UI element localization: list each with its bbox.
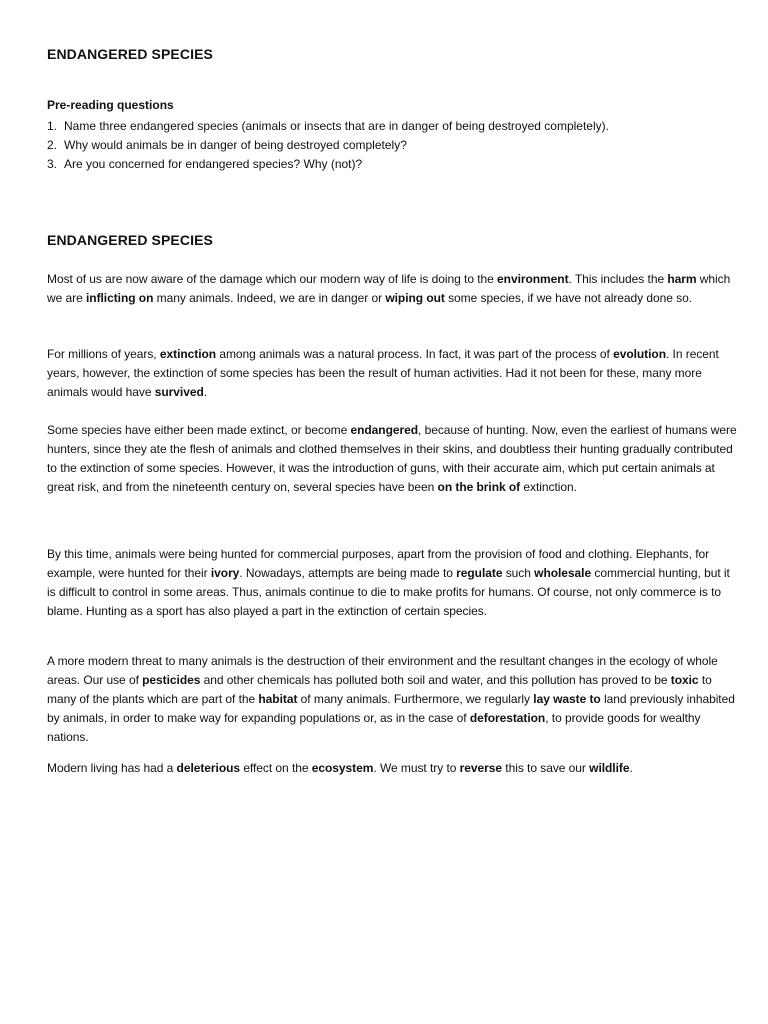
paragraph-text: and other chemicals has polluted both soil and water, and this pollution has proved to be <box>200 673 671 687</box>
question-text: Why would animals be in danger of being destroyed completely? <box>64 138 407 152</box>
question-list <box>47 117 727 174</box>
paragraph-text: . <box>629 761 633 775</box>
question-number: 3. <box>47 157 58 171</box>
paragraph-text: this to save our <box>502 761 590 775</box>
question-item <box>47 155 727 174</box>
vocabulary-term: reverse <box>459 761 503 775</box>
paragraph-text: . Nowadays, attempts are being made to <box>239 566 457 580</box>
question-text: Name three endangered species (animals or insects that are in danger of being destroyed completely). <box>64 119 609 133</box>
vocabulary-term: evolution <box>613 347 666 361</box>
question-text: Are you concerned for endangered species? Why (not)? <box>64 157 363 171</box>
vocabulary-term: regulate <box>456 566 503 580</box>
vocabulary-term: wiping out <box>385 291 445 305</box>
question-number: 2. <box>47 138 58 152</box>
body-paragraph <box>47 759 737 778</box>
vocabulary-term: toxic <box>670 673 699 687</box>
paragraph-text: extinction. <box>520 480 577 494</box>
vocabulary-term: lay waste to <box>533 692 601 706</box>
vocabulary-term: deleterious <box>176 761 241 775</box>
paragraph-text: . We must try to <box>373 761 460 775</box>
vocabulary-term: survived <box>154 385 204 399</box>
paragraph-text: . <box>203 385 208 399</box>
paragraph-text: Some species have either been made extinct, or become <box>47 423 351 437</box>
body-paragraph <box>47 652 737 747</box>
pre-reading-heading: Pre-reading questions <box>47 98 174 112</box>
vocabulary-term: on the brink of <box>437 480 521 494</box>
vocabulary-term: inflicting on <box>86 291 154 305</box>
question-item <box>47 117 727 136</box>
paragraph-text: By this time, animals were being hunted for commercial purposes, apart from the provision of food and clothing. Elephants, for example, were hunted for their <box>47 547 710 580</box>
vocabulary-term: extinction <box>159 347 217 361</box>
paragraph-text: among animals was a natural process. In fact, it was part of the process of <box>216 347 614 361</box>
paragraph-text: . In recent years, however, the extinction of some species has been the result of human activities. Had it not been for these, many more animals would have <box>47 347 719 399</box>
paragraph-text: For millions of years, <box>47 347 160 361</box>
paragraph-text: Modern living has had a <box>47 761 177 775</box>
vocabulary-term: environment <box>497 272 569 286</box>
paragraph-text: . This includes the <box>568 272 668 286</box>
paragraph-text: such <box>502 566 535 580</box>
question-number: 1. <box>47 119 58 133</box>
paragraph-text: land previously inhabited by animals, in order to make way for expanding populations or, as in the case of <box>47 692 735 725</box>
document-title: ENDANGERED SPECIES <box>47 46 213 62</box>
vocabulary-term: harm <box>667 272 697 286</box>
vocabulary-term: wholesale <box>534 566 592 580</box>
paragraph-text: which we are <box>47 272 731 305</box>
body-paragraph <box>47 270 737 308</box>
paragraph-text: of many animals. Furthermore, we regularly <box>297 692 534 706</box>
vocabulary-term: deforestation <box>469 711 546 725</box>
paragraph-text: , because of hunting. Now, even the earliest of humans were hunters, since they ate the flesh of animals and clothed themselves in their skins, and doubtless their hunting gradually contributed to the extinction of some species. However, it was the introduction of guns, with their accurate aim, which put certain animals at great risk, and from the nineteenth century on, several species have been <box>47 423 737 494</box>
section-title: ENDANGERED SPECIES <box>47 232 213 248</box>
vocabulary-term: pesticides <box>142 673 201 687</box>
paragraph-text: many animals. Indeed, we are in danger or <box>153 291 386 305</box>
paragraph-text: to many of the plants which are part of the <box>47 673 712 706</box>
paragraph-text: some species, if we have not already done so. <box>444 291 693 305</box>
vocabulary-term: ecosystem <box>311 761 374 775</box>
paragraph-text: A more modern threat to many animals is the destruction of their environment and the resultant changes in the ecology of whole areas. Our use of <box>47 654 718 687</box>
question-item <box>47 136 727 155</box>
vocabulary-term: habitat <box>258 692 298 706</box>
paragraph-text: , to provide goods for wealthy nations. <box>47 711 701 744</box>
vocabulary-term: endangered <box>350 423 419 437</box>
body-paragraph <box>47 421 737 497</box>
paragraph-text: commercial hunting, but it is difficult to control in some areas. Thus, animals continue to die to make profits for humans. Of course, not only commerce is to blame. Hunting as a sport has also played a part in the extinction of certain species. <box>47 566 730 618</box>
paragraph-text: Most of us are now aware of the damage which our modern way of life is doing to the <box>47 272 498 286</box>
paragraph-text: effect on the <box>240 761 312 775</box>
vocabulary-term: wildlife <box>589 761 630 775</box>
body-paragraph <box>47 345 737 402</box>
body-paragraph <box>47 545 737 621</box>
vocabulary-term: ivory <box>210 566 240 580</box>
